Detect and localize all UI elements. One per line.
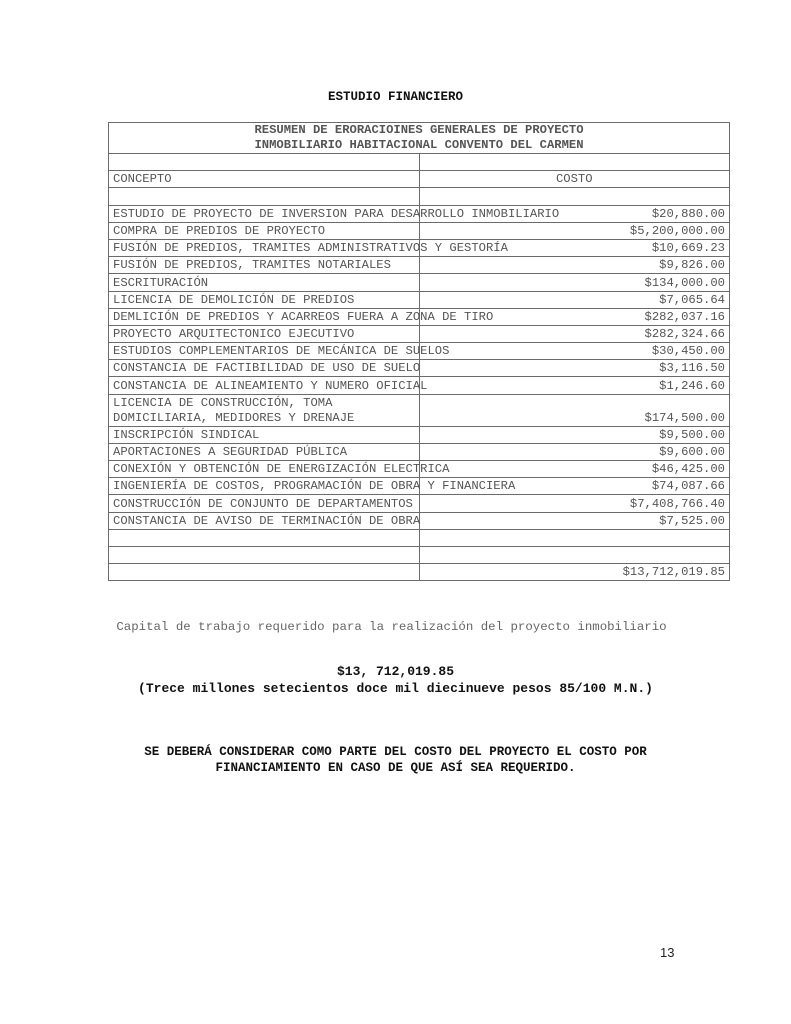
table-row [109, 443, 730, 460]
row-cost: $7,065.64 [419, 291, 730, 308]
warning-line-1: SE DEBERÁ CONSIDERAR COMO PARTE DEL COSTO DEL PROYECTO EL COSTO POR [144, 745, 647, 759]
row-concept: CONSTANCIA DE FACTIBILIDAD DE USO DE SUELO [109, 360, 420, 377]
empty-row [109, 546, 730, 563]
table-row [109, 377, 730, 394]
table-header-row [109, 171, 730, 188]
table-row [109, 360, 730, 377]
header-concept: CONCEPTO [109, 171, 420, 188]
table-row [109, 343, 730, 360]
row-cost: $9,600.00 [419, 443, 730, 460]
row-concept: INSCRIPCIÓN SINDICAL [109, 426, 420, 443]
row-concept: APORTACIONES A SEGURIDAD PÚBLICA [109, 443, 420, 460]
cost-summary-table [108, 122, 730, 581]
table-row [109, 495, 730, 512]
row-concept: COMPRA DE PREDIOS DE PROYECTO [109, 222, 420, 239]
row-cost: $282,037.16 [419, 308, 730, 325]
row-cost: $46,425.00 [419, 461, 730, 478]
financing-warning [0, 744, 791, 776]
row-cost: $74,087.66 [419, 478, 730, 495]
table-total: $13,712,019.85 [419, 564, 730, 581]
total-amount-words: (Trece millones setecientos doce mil diecinueve pesos 85/100 M.N.) [138, 681, 653, 696]
header-cost: COSTO [419, 171, 730, 188]
table-row [109, 426, 730, 443]
row-concept: INGENIERÍA DE COSTOS, PROGRAMACIÓN DE OBRA Y FINANCIERA [109, 478, 420, 495]
table-row [109, 478, 730, 495]
row-concept: CONSTRUCCIÓN DE CONJUNTO DE DEPARTAMENTOS [109, 495, 420, 512]
row-concept: FUSIÓN DE PREDIOS, TRAMITES ADMINISTRATIVOS Y GESTORÍA [109, 239, 420, 256]
row-cost: $20,880.00 [419, 205, 730, 222]
empty-row [109, 188, 730, 205]
row-cost: $282,324.66 [419, 325, 730, 342]
table-title-line-2: INMOBILIARIO HABITACIONAL CONVENTO DEL CARMEN [254, 138, 584, 152]
row-cost: $3,116.50 [419, 360, 730, 377]
table-row [109, 205, 730, 222]
row-concept: LICENCIA DE CONSTRUCCIÓN, TOMA DOMICILIARIA, MEDIDORES Y DRENAJE [109, 394, 420, 426]
table-row [109, 512, 730, 529]
table-row [109, 394, 730, 426]
row-cost: $174,500.00 [419, 394, 730, 426]
table-title-line-1: RESUMEN DE EROR​ACIOINES GENERALES DE PROYECTO [254, 123, 584, 137]
table-row [109, 222, 730, 239]
empty-row [109, 529, 730, 546]
table-title-row [109, 123, 730, 154]
page-number: 13 [660, 945, 675, 960]
total-amount: $13, 712,019.85 [336, 664, 455, 679]
table-row [109, 461, 730, 478]
row-concept: CONSTANCIA DE ALINEAMIENTO Y NUMERO OFICIAL [109, 377, 420, 394]
table-title [109, 123, 730, 154]
row-concept: PROYECTO ARQUITECTONICO EJECUTIVO [109, 325, 420, 342]
row-concept: CONSTANCIA DE AVISO DE TERMINACIÓN DE OBRA [109, 512, 420, 529]
row-concept: DEMLICIÓN DE PREDIOS Y ACARREOS FUERA A ZONA DE TIRO [109, 308, 420, 325]
document-title: ESTUDIO FINANCIERO [327, 90, 464, 104]
row-cost: $1,246.60 [419, 377, 730, 394]
row-concept: FUSIÓN DE PREDIOS, TRAMITES NOTARIALES [109, 257, 420, 274]
row-concept: ESCRITURACIÓN [109, 274, 420, 291]
table-row [109, 325, 730, 342]
row-cost: $7,408,766.40 [419, 495, 730, 512]
table-row [109, 308, 730, 325]
row-concept: CONEXIÓN Y OBTENCIÓN DE ENERGIZACIÓN ELECTRICA [109, 461, 420, 478]
row-cost: $30,450.00 [419, 343, 730, 360]
row-cost: $5,200,000.00 [419, 222, 730, 239]
row-cost: $10,669.23 [419, 239, 730, 256]
capital-note: Capital de trabajo requerido para la realización del proyecto inmobiliario [116, 620, 667, 634]
empty-row [109, 154, 730, 171]
row-cost: $134,000.00 [419, 274, 730, 291]
table-row [109, 291, 730, 308]
row-concept: ESTUDIO DE PROYECTO DE INVERSION PARA DESARROLLO INMOBILIARIO [109, 205, 420, 222]
table-row [109, 239, 730, 256]
total-row [109, 564, 730, 581]
warning-line-2: FINANCIAMIENTO EN CASO DE QUE ASÍ SEA REQUERIDO. [215, 761, 576, 775]
table-row [109, 257, 730, 274]
row-cost: $9,826.00 [419, 257, 730, 274]
row-concept: LICENCIA DE DEMOLICIÓN DE PREDIOS [109, 291, 420, 308]
row-cost: $7,525.00 [419, 512, 730, 529]
row-concept: ESTUDIOS COMPLEMENTARIOS DE MECÁNICA DE SUELOS [109, 343, 420, 360]
row-cost: $9,500.00 [419, 426, 730, 443]
table-row [109, 274, 730, 291]
